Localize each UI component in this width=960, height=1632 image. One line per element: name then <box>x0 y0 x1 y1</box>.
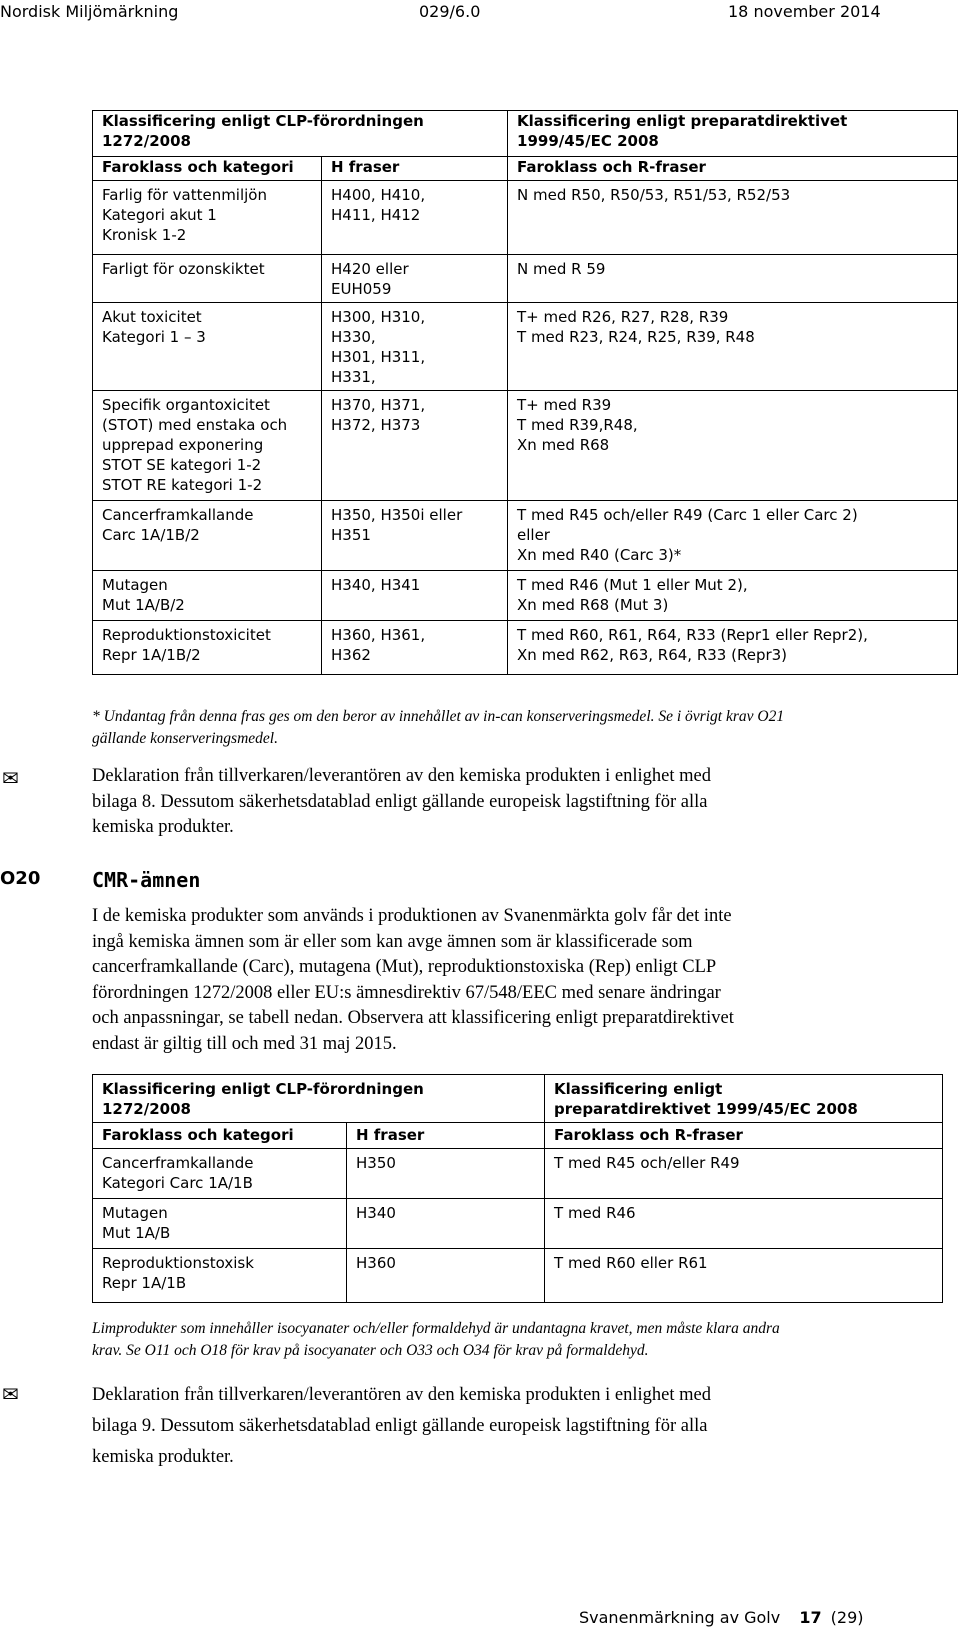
envelope-icon: ✉ <box>2 766 19 790</box>
header-clp: Klassificering enligt CLP-förordningen 1272/2008 <box>93 111 508 157</box>
header-doc-number: 029/6.0 <box>419 2 481 21</box>
table-subheader-row <box>93 1123 943 1149</box>
cell-line: Kategori Carc 1A/1B <box>102 1174 253 1192</box>
cell-line: Reproduktionstoxisk <box>102 1254 254 1272</box>
cell-line: Kategori akut 1 <box>102 206 217 224</box>
table-cell <box>347 1199 545 1249</box>
table-cell <box>508 621 958 675</box>
cell-line: H340 <box>356 1204 396 1222</box>
table-cell <box>93 571 322 621</box>
cell-line: STOT SE kategori 1-2 <box>102 456 262 474</box>
table-row <box>93 571 958 621</box>
table-cell <box>93 621 322 675</box>
table-row <box>93 181 958 255</box>
cell-line: Repr 1A/1B/2 <box>102 646 201 664</box>
footer-product: Svanenmärkning av Golv <box>579 1608 781 1627</box>
header-date: 18 november 2014 <box>728 2 881 21</box>
table-cell <box>347 1149 545 1199</box>
table-row <box>93 255 958 303</box>
cell-line: T med R39,R48, <box>517 416 638 434</box>
table-cell <box>322 571 508 621</box>
table-body <box>93 1149 943 1303</box>
cell-line: N med R50, R50/53, R51/53, R52/53 <box>517 186 791 204</box>
cell-line: EUH059 <box>331 280 392 298</box>
table-row <box>93 1149 943 1199</box>
cell-line: H411, H412 <box>331 206 421 224</box>
table-cell <box>545 1199 943 1249</box>
cell-line: Farligt för ozonskiktet <box>102 260 265 278</box>
cell-line: T+ med R39 <box>517 396 612 414</box>
footnote-2: Limprodukter som innehåller isocyanater och/eller formaldehyd är undantagna kravet, men måste klara andra krav. Se O11 och O18 för krav på isocyanater och O33 och O34 för krav på formaldehyd. <box>92 1320 780 1359</box>
cell-line: H350, H350i eller <box>331 506 463 524</box>
declaration-2: Deklaration från tillverkaren/leverantören av den kemiska produkten i enlighet med bilaga 9. Dessutom säkerhetsdatablad enligt gällande europeisk lagstiftning för alla kemiska produkter. <box>92 1385 712 1467</box>
section-number: O20 <box>0 868 41 889</box>
cell-line: Kronisk 1-2 <box>102 226 187 244</box>
section-body: I de kemiska produkter som används i produktionen av Svanenmärkta golv får det inte ingå kemiska ämnen som är eller som kan avge ämnen som är klassificerade som cancerframkallande (Carc), mutagena (Mut), reproduktionstoxiska (Rep) enligt CLP förordningen 1272/2008 eller EU:s ämnesdirektiv 67/548/EEC med senare ändringar och anpassningar, se tabell nedan. Observera att klassificering enligt preparatdirektivet endast är giltig till och med 31 maj 2015. <box>92 906 734 1054</box>
header-org: Nordisk Miljömärkning <box>0 2 179 21</box>
cell-line: Xn med R40 (Carc 3)* <box>517 546 682 564</box>
table-row <box>93 621 958 675</box>
table-header-row <box>93 111 958 157</box>
cell-line: H351 <box>331 526 371 544</box>
table-cell <box>93 1149 347 1199</box>
cell-line: H362 <box>331 646 371 664</box>
col-r-phrases: Faroklass och R-fraser <box>545 1123 943 1149</box>
cell-line: Reproduktionstoxicitet <box>102 626 271 644</box>
table-subheader-row <box>93 157 958 181</box>
cell-line: T+ med R26, R27, R28, R39 <box>517 308 729 326</box>
cell-line: Xn med R68 (Mut 3) <box>517 596 669 614</box>
cell-line: H400, H410, <box>331 186 426 204</box>
table-body <box>93 181 958 675</box>
cell-line: H360 <box>356 1254 396 1272</box>
table-cell <box>93 1249 347 1303</box>
table-cell <box>93 303 322 391</box>
cell-line: Cancerframkallande <box>102 1154 254 1172</box>
table-row <box>93 501 958 571</box>
table-cell <box>93 181 322 255</box>
cell-line: T med R46 <box>554 1204 636 1222</box>
cell-line: T med R60 eller R61 <box>554 1254 708 1272</box>
table-row <box>93 1249 943 1303</box>
table-cell <box>322 501 508 571</box>
table-header-row <box>93 1075 943 1123</box>
table-cell <box>508 303 958 391</box>
header-prep: Klassificering enligt preparatdirektivet 1999/45/EC 2008 <box>545 1075 943 1123</box>
cell-line: Xn med R62, R63, R64, R33 (Repr3) <box>517 646 788 664</box>
cell-line: Xn med R68 <box>517 436 610 454</box>
header-prep: Klassificering enligt preparatdirektivet 1999/45/EC 2008 <box>508 111 958 157</box>
table-cell <box>508 255 958 303</box>
cell-line: H360, H361, <box>331 626 426 644</box>
envelope-icon: ✉ <box>2 1382 19 1406</box>
header-clp: Klassificering enligt CLP-förordningen 1272/2008 <box>93 1075 545 1123</box>
classification-table-1 <box>92 110 958 675</box>
cell-line: Mut 1A/B <box>102 1224 171 1242</box>
page-header <box>0 2 960 22</box>
cell-line: T med R46 (Mut 1 eller Mut 2), <box>517 576 748 594</box>
footnote-1: * Undantag från denna fras ges om den beror av innehållet av in-can konserveringsmedel. Se i övrigt krav O21 gällande konserveringsmedel. <box>92 708 785 747</box>
col-r-phrases: Faroklass och R-fraser <box>508 157 958 181</box>
cell-line: Mutagen <box>102 576 168 594</box>
table-cell <box>93 501 322 571</box>
table-cell <box>93 255 322 303</box>
cell-line: H370, H371, <box>331 396 426 414</box>
table-cell <box>545 1249 943 1303</box>
declaration-1: Deklaration från tillverkaren/leverantören av den kemiska produkten i enlighet med bilaga 8. Dessutom säkerhetsdatablad enligt gällande europeisk lagstiftning för alla kemiska produkter. <box>92 766 712 837</box>
table-cell <box>508 181 958 255</box>
cell-line: (STOT) med enstaka och <box>102 416 288 434</box>
table-cell <box>93 1199 347 1249</box>
cell-line: eller <box>517 526 550 544</box>
table-cell <box>322 621 508 675</box>
cell-line: Carc 1A/1B/2 <box>102 526 200 544</box>
cell-line: Farlig för vattenmiljön <box>102 186 267 204</box>
table-cell <box>322 391 508 501</box>
table-cell <box>93 391 322 501</box>
cell-line: H372, H373 <box>331 416 421 434</box>
cell-line: Cancerframkallande <box>102 506 254 524</box>
table-cell <box>508 501 958 571</box>
col-h-phrases: H fraser <box>347 1123 545 1149</box>
cell-line: Akut toxicitet <box>102 308 202 326</box>
cell-line: upprepad exponering <box>102 436 264 454</box>
cell-line: STOT RE kategori 1-2 <box>102 476 263 494</box>
cell-line: Mut 1A/B/2 <box>102 596 185 614</box>
classification-table-2 <box>92 1074 943 1303</box>
cell-line: H331, <box>331 368 376 386</box>
section-title: CMR-ämnen <box>92 868 201 892</box>
cell-line: Mutagen <box>102 1204 168 1222</box>
table-cell <box>322 303 508 391</box>
table-cell <box>508 391 958 501</box>
cell-line: T med R23, R24, R25, R39, R48 <box>517 328 755 346</box>
cell-line: H350 <box>356 1154 396 1172</box>
table-row <box>93 303 958 391</box>
cell-line: Kategori 1 – 3 <box>102 328 206 346</box>
footer-total: (29) <box>830 1608 864 1627</box>
table-cell <box>322 181 508 255</box>
cell-line: H330, <box>331 328 376 346</box>
cell-line: H300, H310, <box>331 308 426 326</box>
table-cell <box>347 1249 545 1303</box>
page-footer <box>579 1608 864 1627</box>
col-hazard-class: Faroklass och kategori <box>93 1123 347 1149</box>
cell-line: T med R60, R61, R64, R33 (Repr1 eller Repr2), <box>517 626 868 644</box>
table-cell <box>545 1149 943 1199</box>
cell-line: T med R45 och/eller R49 (Carc 1 eller Carc 2) <box>517 506 858 524</box>
cell-line: H340, H341 <box>331 576 421 594</box>
table-cell <box>322 255 508 303</box>
cell-line: Specifik organtoxicitet <box>102 396 270 414</box>
cell-line: H301, H311, <box>331 348 426 366</box>
cell-line: H420 eller <box>331 260 409 278</box>
cell-line: T med R45 och/eller R49 <box>554 1154 740 1172</box>
table-row <box>93 1199 943 1249</box>
footer-page: 17 <box>799 1608 822 1627</box>
col-hazard-class: Faroklass och kategori <box>93 157 322 181</box>
cell-line: N med R 59 <box>517 260 606 278</box>
cell-line: Repr 1A/1B <box>102 1274 187 1292</box>
table-cell <box>508 571 958 621</box>
col-h-phrases: H fraser <box>322 157 508 181</box>
table-row <box>93 391 958 501</box>
